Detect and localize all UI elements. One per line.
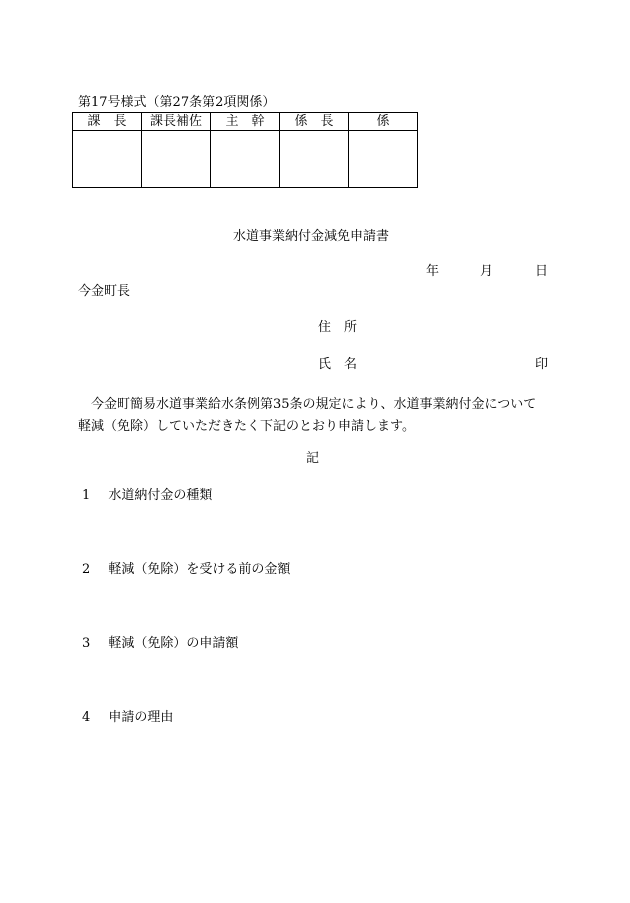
item-1 <box>82 488 212 504</box>
address-label: 住 所 <box>318 320 358 335</box>
ki-heading: 記 <box>306 451 320 466</box>
item-number: 2 <box>82 562 91 577</box>
addressee: 今金町長 <box>78 284 131 299</box>
item-number: 1 <box>82 488 91 503</box>
approval-stamp-cell[interactable] <box>280 131 349 188</box>
request-body-text: 今金町簡易水道事業給水条例第35条の規定により、水道事業納付金について軽減（免除）していただきたく下記のとおり申請します。 <box>78 397 537 434</box>
approval-stamp-cell[interactable] <box>142 131 211 188</box>
date-day: 日 <box>535 264 549 279</box>
document-title: 水道事業納付金減免申請書 <box>233 229 390 244</box>
item-label: 軽減（免除）の申請額 <box>108 636 239 651</box>
approval-header-section-chief: 課 長 <box>73 113 142 131</box>
approval-header-unit-chief: 係 長 <box>280 113 349 131</box>
date-month: 月 <box>480 264 494 279</box>
approval-stamp-cell[interactable] <box>349 131 418 188</box>
item-2 <box>82 562 290 578</box>
seal-mark: 印 <box>535 357 549 372</box>
approval-stamp-cell[interactable] <box>211 131 280 188</box>
name-label: 氏 名 <box>318 357 358 372</box>
form-number: 第17号様式（第27条第2項関係） <box>78 95 276 110</box>
item-number: 4 <box>82 710 91 725</box>
item-4 <box>82 710 173 726</box>
item-label: 申請の理由 <box>108 710 174 725</box>
approval-header-staff: 係 <box>349 113 418 131</box>
item-number: 3 <box>82 636 91 651</box>
item-label: 水道納付金の種類 <box>108 488 213 503</box>
item-label: 軽減（免除）を受ける前の金額 <box>108 562 291 577</box>
approval-header-director: 主 幹 <box>211 113 280 131</box>
approval-stamp-table <box>72 112 418 188</box>
approval-stamp-cell[interactable] <box>73 131 142 188</box>
approval-header-deputy-chief: 課長補佐 <box>142 113 211 131</box>
date-year: 年 <box>426 264 440 279</box>
item-3 <box>82 636 238 652</box>
